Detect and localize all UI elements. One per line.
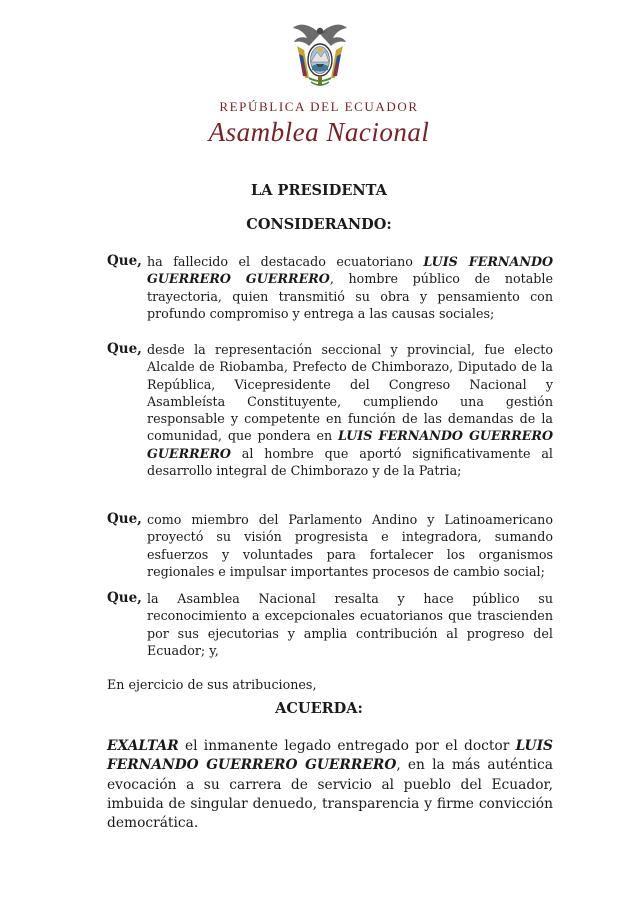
honoree-name: LUIS FERNANDO GUERRERO GUERRERO [107,738,553,774]
clause-label: Que, [107,253,142,269]
clause-text [147,253,553,322]
president-title: LA PRESIDENTA [251,182,387,199]
clause-text-part: al hombre que aportó significativamente al desarrollo integral de Chimborazo y de la Patria; [147,445,553,479]
resolution-paragraph [107,737,553,833]
clause-text-part: desde la representación seccional y provincial, fue electo Alcalde de Riobamba, Prefecto de Chimborazo, Diputado de la República, Vicepresidente del Congreso Nacional y Asambleísta Constituyente, cumpliendo una gestión responsable y competente en función de las demandas de la comunidad, que pondera en [147,342,553,444]
clause-1 [107,253,553,322]
agrees-heading: ACUERDA: [275,700,363,717]
resolution-text: el inmanente legado entregado por el doctor [178,738,516,754]
clause-label: Que, [107,341,142,357]
resolution-verb: EXALTAR [107,738,179,754]
considering-heading: CONSIDERANDO: [246,216,392,233]
attributions-line: En ejercicio de sus atribuciones, [107,677,317,692]
clause-text-part: ha fallecido el destacado ecuatoriano [147,254,424,269]
resolution-text: , en la más auténtica evocación a su carrera de servicio al pueblo del Ecuador, imbuida de singular denuedo, transparencia y firme convicción democrática. [107,757,553,832]
honoree-name: LUIS FERNANDO GUERRERO GUERRERO [147,428,553,461]
clause-3 [107,511,553,580]
clause-text-part: , hombre público de notable trayectoria, quien transmitió su obra y pensamiento con profundo compromiso y entrega a las causas sociales; [147,271,553,321]
republic-heading: REPÚBLICA DEL ECUADOR [219,99,419,114]
clause-2 [107,341,553,479]
clause-text [147,341,553,479]
clause-text-part: como miembro del Parlamento Andino y Latinoamericano proyectó su visión progresista e integradora, sumando esfuerzos y voluntades para fortalecer los organismos regionales e impulsar importantes procesos de cambio social; [147,512,553,579]
assembly-heading: Asamblea Nacional [208,117,430,147]
coat-of-arms-seal [291,20,349,92]
honoree-name: LUIS FERNANDO GUERRERO GUERRERO [147,254,554,287]
clause-text [147,511,553,580]
clause-text-part: la Asamblea Nacional resalta y hace público su reconocimiento a excepcionales ecuatorianos que trascienden por sus ejecutorias y amplia contribución al progreso del Ecuador; y, [147,591,553,658]
clause-label: Que, [107,511,142,527]
clause-4 [107,590,553,659]
clause-label: Que, [107,590,142,606]
clause-text [147,590,553,659]
